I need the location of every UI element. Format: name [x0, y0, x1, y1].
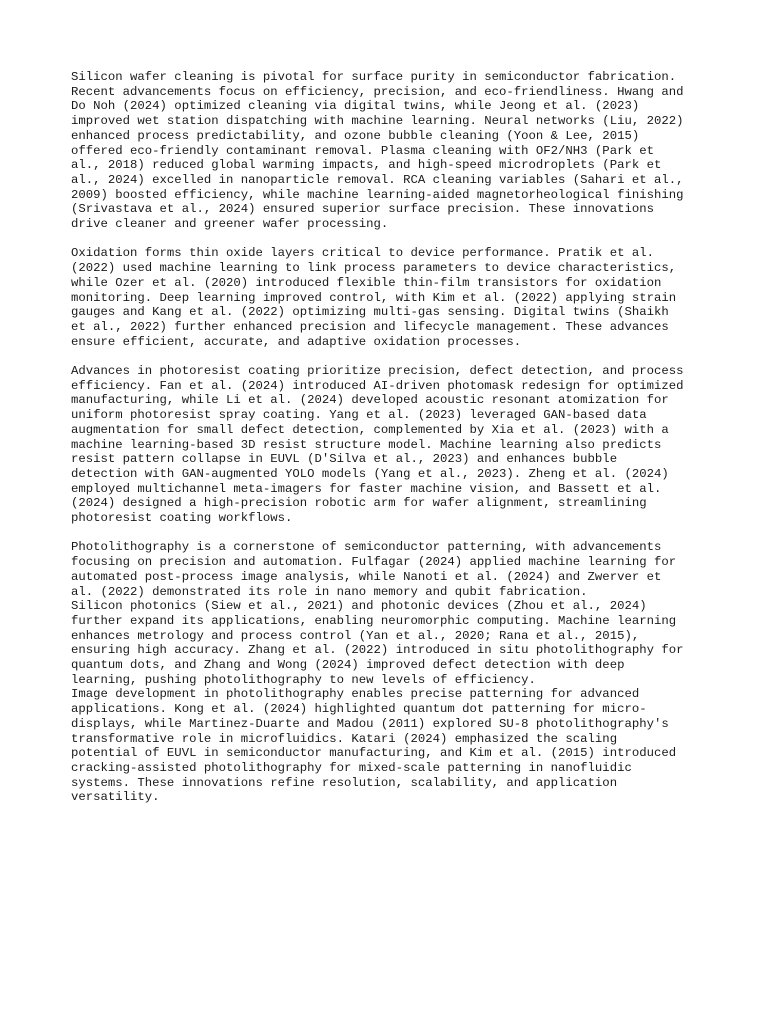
paragraph-photoresist-coating: Advances in photoresist coating prioritize precision, defect detection, and process efficiency. Fan et al. (2024) introduced AI-driven photomask redesign for optimized manufacturing, while Li et al. (2024) developed acoustic resonant atomization for uniform photoresist spray coating. Yang et al. (2023) leveraged GAN-based data augmentation for small defect detection, complemented by Xia et al. (2023) with a machine learning-based 3D resist structure model. Machine learning also predicts resist pattern collapse in EUVL (D'Silva et al., 2023) and enhances bubble detection with GAN-augmented YOLO models (Yang et al., 2023). Zheng et al. (2024) employed multichannel meta-imagers for faster machine vision, and Bassett et al. (2024) designed a high-precision robotic arm for wafer alignment, streamlining photoresist coating workflows.	[71, 364, 684, 526]
paragraph-photolithography: Photolithography is a cornerstone of semiconductor patterning, with advancements focusing on precision and automation. Fulfagar (2024) applied machine learning for automated post-process image analysis, while Nanoti et al. (2024) and Zwerver et al. (2022) demonstrated its role in nano memory and qubit fabrication. Silicon photonics (Siew et al., 2021) and photonic devices (Zhou et al., 2024) further expand its applications, enabling neuromorphic computing. Machine learning enhances metrology and process control (Yan et al., 2020; Rana et al., 2015), ensuring high accuracy. Zhang et al. (2022) introduced in situ photolithography for quantum dots, and Zhang and Wong (2024) improved defect detection with deep learning, pushing photolithography to new levels of efficiency. Image development in photolithography enables precise patterning for advanced applications. Kong et al. (2024) highlighted quantum dot patterning for micro- displays, while Martinez-Duarte and Madou (2011) explored SU-8 photolithography's transformative role in microfluidics. Katari (2024) emphasized the scaling potential of EUVL in semiconductor manufacturing, and Kim et al. (2015) introduced cracking-assisted photolithography for mixed-scale patterning in nanofluidic systems. These innovations refine resolution, scalability, and application versatility.	[71, 540, 684, 805]
document-body	[71, 70, 711, 805]
paragraph-spacer	[71, 526, 711, 541]
paragraph-spacer	[71, 232, 711, 247]
paragraph-oxidation: Oxidation forms thin oxide layers critical to device performance. Pratik et al. (2022) used machine learning to link process parameters to device characteristics, while Ozer et al. (2020) introduced flexible thin-film transistors for oxidation monitoring. Deep learning improved control, with Kim et al. (2022) applying strain gauges and Kang et al. (2022) optimizing multi-gas sensing. Digital twins (Shaikh et al., 2022) further enhanced precision and lifecycle management. These advances ensure efficient, accurate, and adaptive oxidation processes.	[71, 246, 677, 349]
paragraph-wafer-cleaning: Silicon wafer cleaning is pivotal for surface purity in semiconductor fabrication. Recent advancements focus on efficiency, precision, and eco-friendliness. Hwang and Do Noh (2024) optimized cleaning via digital twins, while Jeong et al. (2023) improved wet station dispatching with machine learning. Neural networks (Liu, 2022) enhanced process predictability, and ozone bubble cleaning (Yoon & Lee, 2015) offered eco-friendly contaminant removal. Plasma cleaning with OF2/NH3 (Park et al., 2018) reduced global warming impacts, and high-speed microdroplets (Park et al., 2024) excelled in nanoparticle removal. RCA cleaning variables (Sahari et al., 2009) boosted efficiency, while machine learning-aided magnetorheological finishing (Srivastava et al., 2024) ensured superior surface precision. These innovations drive cleaner and greener wafer processing.	[71, 70, 684, 232]
paragraph-spacer	[71, 349, 711, 364]
